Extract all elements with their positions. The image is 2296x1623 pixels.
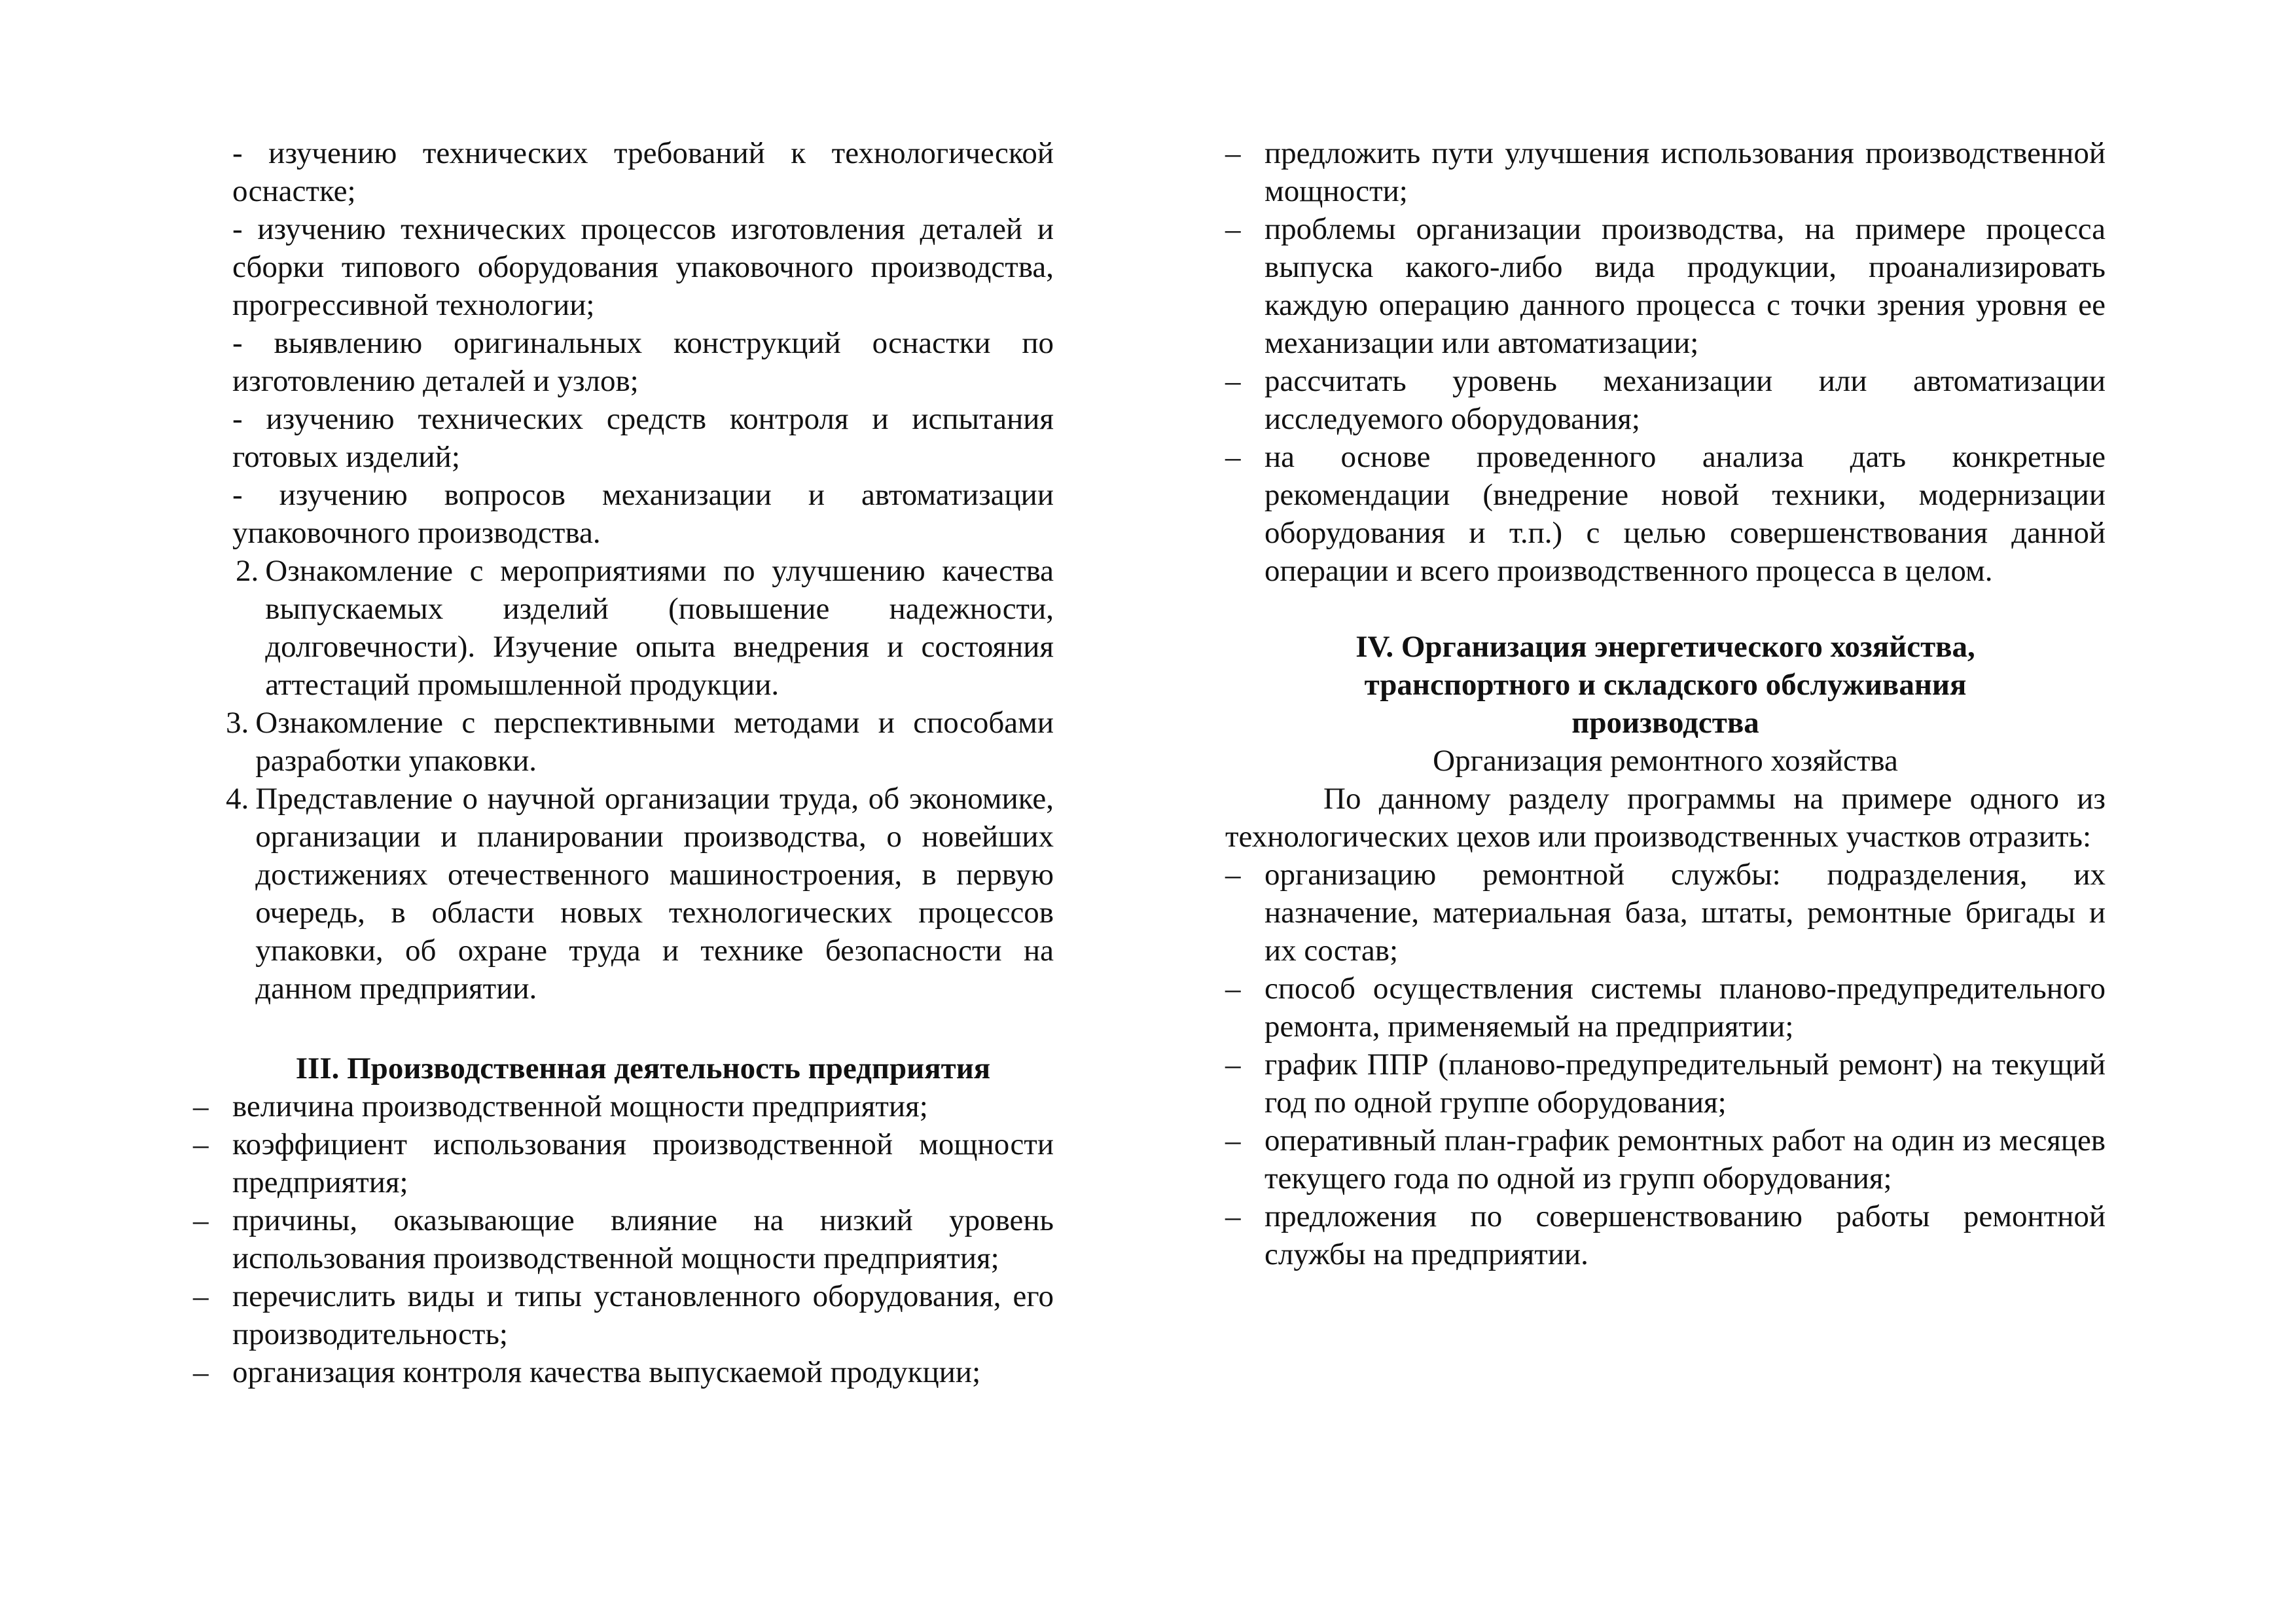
dash-marker: – [1225,1199,1241,1233]
section-title [1225,628,2106,742]
numbered-item [226,780,1054,1008]
list-item [1225,970,2106,1046]
item-text: на основе проведенного анализа дать конкретные рекомендации (внедрение новой техники, модернизации оборудования и т.п.) с целью совершенствования данной операции и всего производственного процесса в целом. [1265,440,2106,588]
dash-marker: – [1225,1123,1241,1158]
dash-marker: – [1225,1048,1241,1082]
dash-paragraph: - изучению вопросов механизации и автоматизации упаковочного производства. [232,478,1054,550]
item-text: предложить пути улучшения использования производственной мощности; [1265,136,2106,208]
item-text: рассчитать уровень механизации или автоматизации исследуемого оборудования; [1265,364,2106,436]
item-text: оперативный план-график ремонтных работ на один из месяцев текущего года по одной из групп оборудования; [1265,1123,2106,1195]
list-item [1225,1197,2106,1273]
list-item [1225,856,2106,970]
list-item [1225,438,2106,590]
list-item [193,1201,1054,1277]
numbered-item [232,552,1054,704]
item-text: Ознакомление с перспективными методами и способами разработки упаковки. [255,706,1054,778]
item-text: коэффициент использования производственной мощности предприятия; [232,1127,1054,1199]
list-item [1225,362,2106,438]
left-column [193,134,1054,1391]
item-text: организацию ремонтной службы: подразделения, их назначение, материальная база, штаты, ремонтные бригады и их состав; [1265,858,2106,968]
section-title-line: транспортного и складского обслуживания [1364,668,1967,702]
dash-marker: – [193,1279,209,1313]
dash-marker: – [1225,972,1241,1006]
list-item [1225,210,2106,362]
item-text: организация контроля качества выпускаемой продукции; [232,1355,981,1389]
dash-marker: – [1225,858,1241,892]
section-title-line: производства [1571,706,1759,740]
dash-marker: – [193,1089,209,1123]
list-item [193,1277,1054,1353]
item-number: 2. [236,554,259,588]
dash-marker: – [1225,440,1241,474]
item-text: способ осуществления системы планово-предупредительного ремонта, применяемый на предприятии; [1265,972,2106,1044]
dash-marker: – [193,1127,209,1161]
dash-marker: – [193,1203,209,1237]
dash-paragraph: - выявлению оригинальных конструкций оснастки по изготовлению деталей и узлов; [232,326,1054,398]
dash-paragraph: - изучению технических средств контроля и испытания готовых изделий; [232,402,1054,474]
item-text: перечислить виды и типы установленного оборудования, его производительность; [232,1279,1054,1351]
item-text: причины, оказывающие влияние на низкий уровень использования производственной мощности предприятия; [232,1203,1054,1275]
item-text: Представление о научной организации труда, об экономике, организации и планировании производства, о новейших достижениях отечественного машиностроения, в первую очередь, в области новых технологических процессов упаковки, об охране труда и технике безопасности на данном предприятии. [255,782,1054,1006]
list-item [193,1087,1054,1125]
list-item [193,1353,1054,1391]
section-subtitle: Организация ремонтного хозяйства [1433,744,1898,778]
dash-paragraph: - изучению технических процессов изготовления деталей и сборки типового оборудования упаковочного производства, прогрессивной технологии; [232,212,1054,322]
item-text: Ознакомление с мероприятиями по улучшению качества выпускаемых изделий (повышение надежности, долговечности). Изучение опыта внедрения и состояния аттестаций промышленной продукции. [265,554,1054,702]
item-text: график ППР (планово-предупредительный ремонт) на текущий год по одной группе оборудования; [1265,1048,2106,1120]
section-title: III. Производственная деятельность предприятия [295,1051,991,1085]
item-text: величина производственной мощности предприятия; [232,1089,928,1123]
list-item [1225,1046,2106,1122]
list-item [1225,134,2106,210]
dash-marker: – [1225,212,1241,246]
list-item [1225,1122,2106,1197]
item-number: 3. [226,706,249,740]
dash-paragraph: - изучению технических требований к технологической оснастке; [232,136,1054,208]
section-title-line: IV. Организация энергетического хозяйства, [1355,630,1975,664]
numbered-item [226,704,1054,780]
dash-marker: – [1225,364,1241,398]
right-column [1225,134,2106,1273]
intro-paragraph: По данному разделу программы на примере одного из технологических цехов или производственных участков отразить: [1225,782,2106,854]
item-text: предложения по совершенствованию работы ремонтной службы на предприятии. [1265,1199,2106,1271]
list-item [193,1125,1054,1201]
item-number: 4. [226,782,249,816]
dash-marker: – [1225,136,1241,170]
dash-marker: – [193,1355,209,1389]
item-text: проблемы организации производства, на примере процесса выпуска какого-либо вида продукции, проанализировать каждую операцию данного процесса с точки зрения уровня ее механизации или автоматизации; [1265,212,2106,360]
